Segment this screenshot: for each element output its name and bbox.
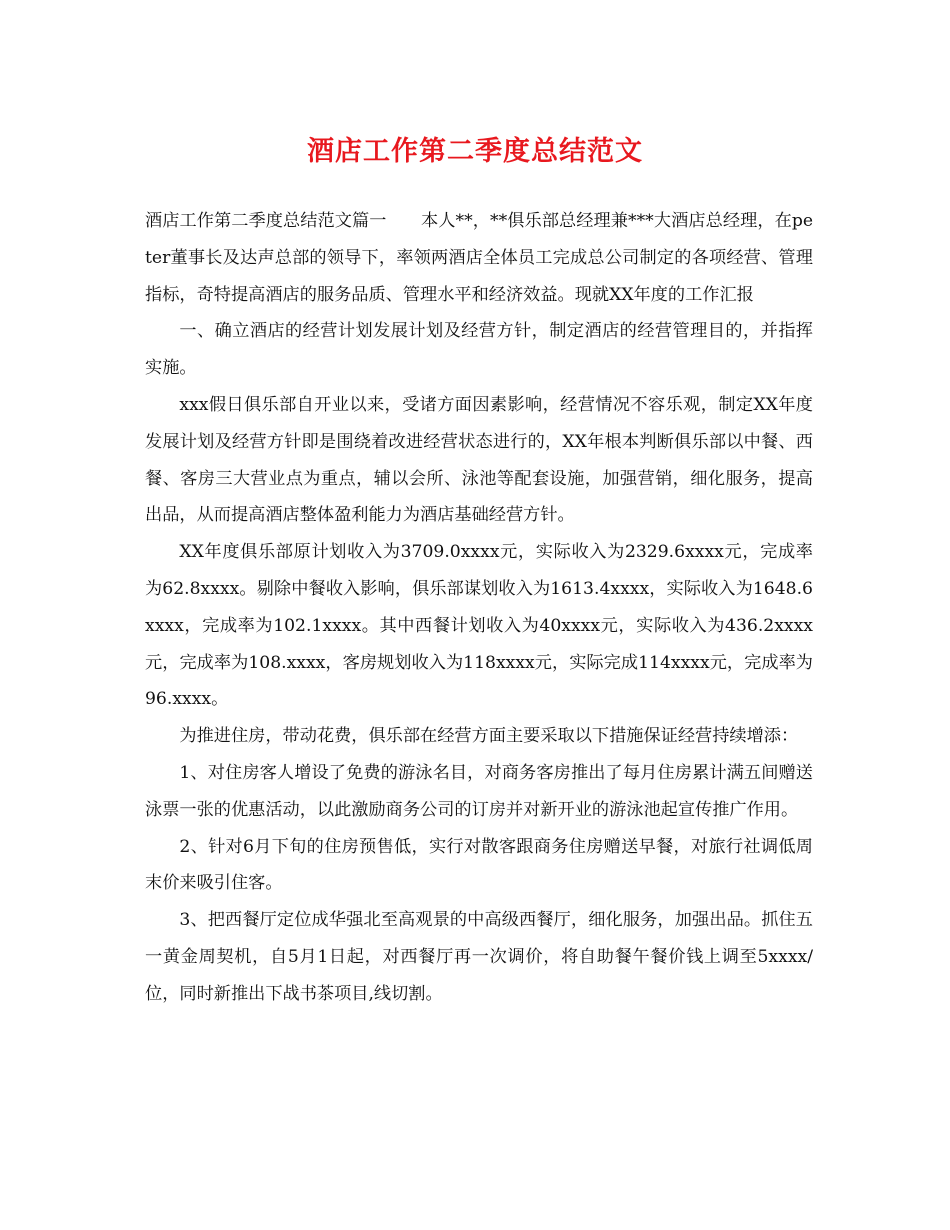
document-body [145, 203, 813, 1013]
paragraph-intro: 酒店工作第二季度总结范文篇一 本人**，**俱乐部总经理兼***大酒店总经理，在peter董事长及达声总部的领导下，率领两酒店全体员工完成总公司制定的各项经营、管理指标，奇特提高酒店的服务品质、管理水平和经济效益。现就XX年度的工作汇报 [145, 211, 813, 305]
paragraph-measures-intro: 为推进住房，带动花费，俱乐部在经营方面主要采取以下措施保证经营持续增添： [179, 726, 799, 747]
paragraph-business-plan: xxx假日俱乐部自开业以来，受诸方面因素影响，经营情况不容乐观，制定XX年度发展计划及经营方针即是围绕着改进经营状态进行的，XX年根本判断俱乐部以中餐、西餐、客房三大营业点为重点，辅以会所、泳池等配套设施，加强营销，细化服务，提高出品，从而提高酒店整体盈利能力为酒店基础经营方针。 [145, 394, 813, 526]
paragraph-measure-1: 1、对住房客人增设了免费的游泳名目，对商务客房推出了每月住房累计满五间赠送泳票一张的优惠活动，以此激励商务公司的订房并对新开业的游泳池起宣传推广作用。 [145, 762, 813, 820]
document-title: 酒店工作第二季度总结范文 [307, 136, 643, 167]
paragraph-section-one: 一、确立酒店的经营计划发展计划及经营方针，制定酒店的经营管理目的，并指挥实施。 [145, 321, 813, 379]
paragraph-measure-3: 3、把西餐厅定位成华强北至高观景的中高级西餐厅，细化服务，加强出品。抓住五一黄金周契机，自5月1日起，对西餐厅再一次调价，将自助餐午餐价钱上调至5xxxx/位，同时新推出下战书茶项目,线切割。 [145, 910, 813, 1004]
paragraph-measure-2: 2、针对6月下旬的住房预售低，实行对散客跟商务住房赠送早餐，对旅行社调低周末价来吸引住客。 [145, 836, 813, 894]
paragraph-revenue: XX年度俱乐部原计划收入为3709.0xxxx元，实际收入为2329.6xxxx元，完成率为62.8xxxx。剔除中餐收入影响，俱乐部谋划收入为1613.4xxxx，实际收入为1648.6xxxx，完成率为102.1xxxx。其中西餐计划收入为40xxxx元，实际收入为436.2xxxx元，完成率为108.xxxx，客房规划收入为118xxxx元，实际完成114xxxx元，完成率为96.xxxx。 [145, 542, 813, 710]
